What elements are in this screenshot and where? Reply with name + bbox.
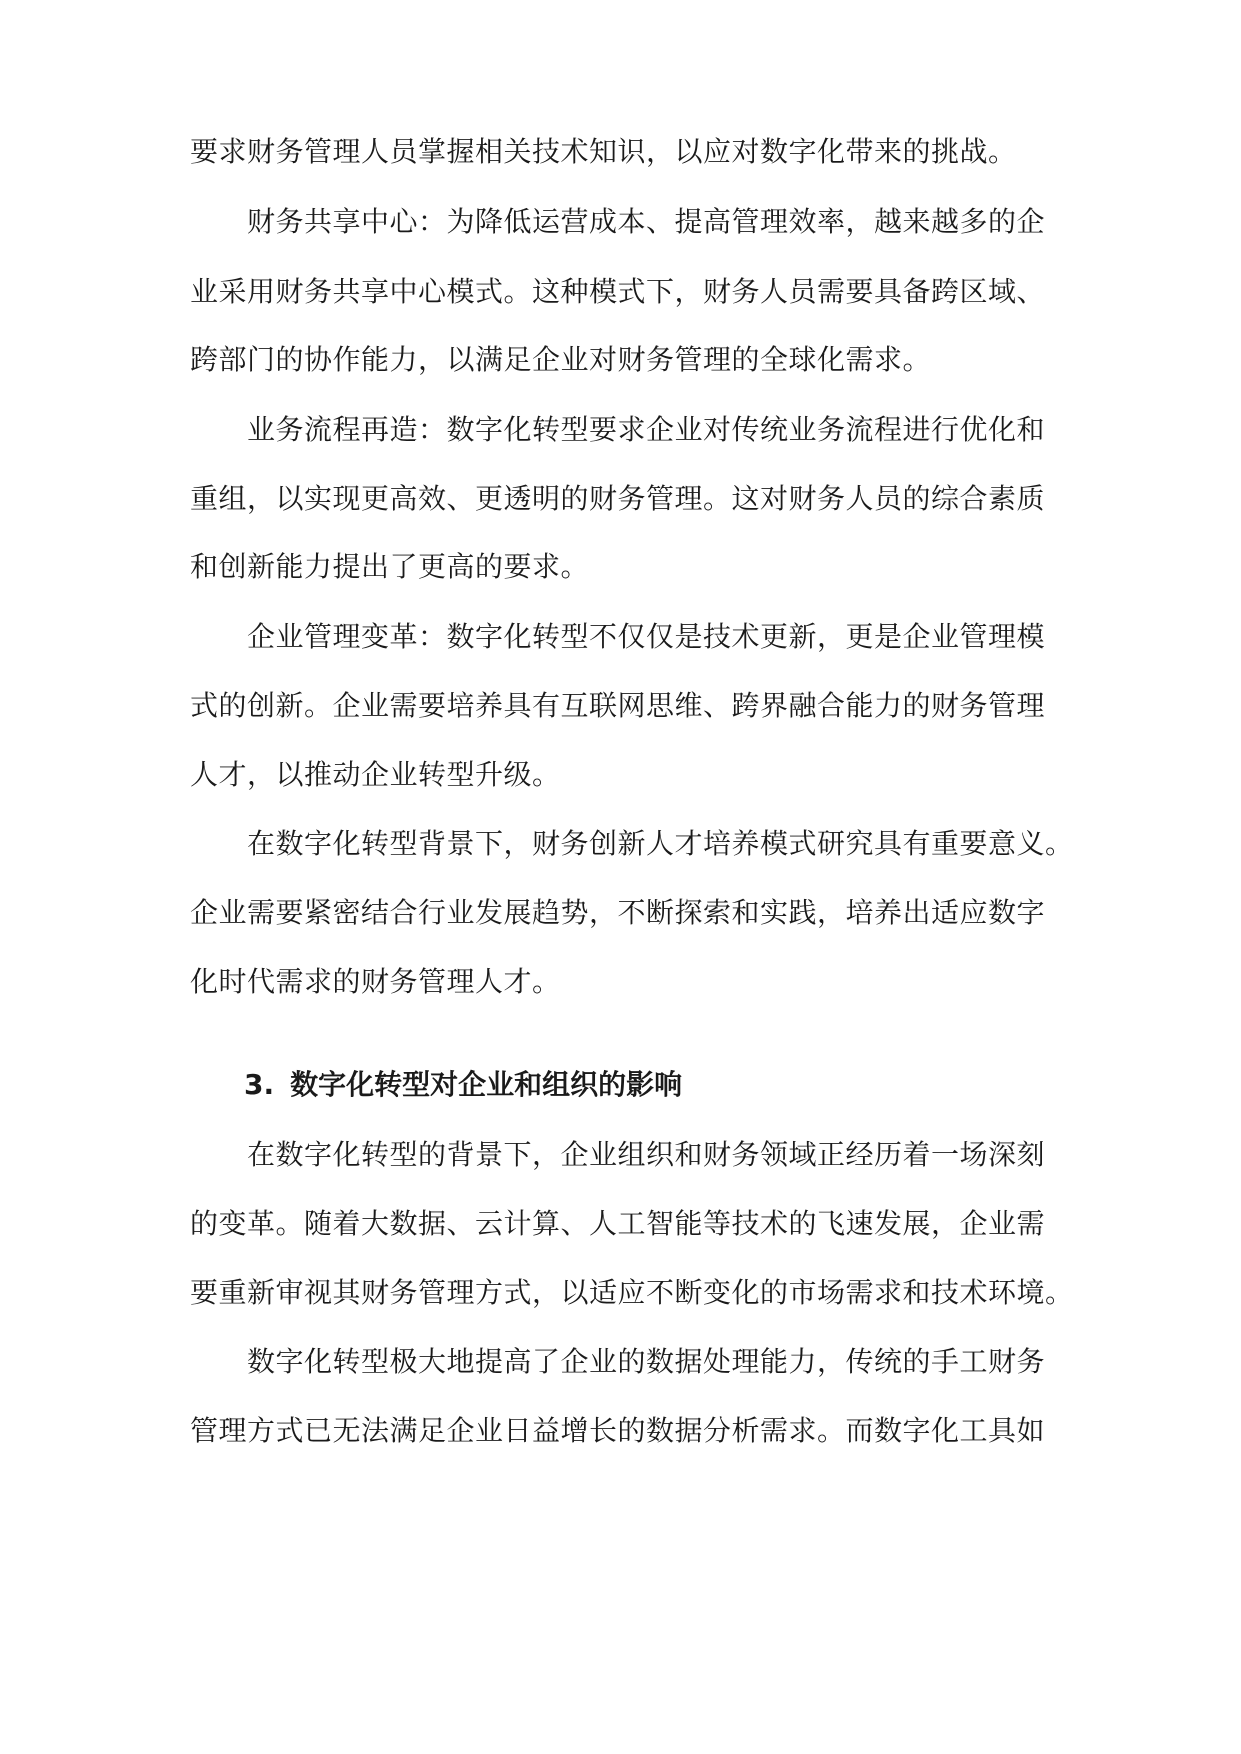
paragraph-4-line-1: 企业管理变革：数字化转型不仅仅是技术更新，更是企业管理模 bbox=[247, 620, 1046, 653]
paragraph-2-line-2: 业采用财务共享中心模式。这种模式下，财务人员需要具备跨区域、 bbox=[190, 275, 1046, 308]
section-paragraph-2-line-2: 管理方式已无法满足企业日益增长的数据分析需求。而数字化工具如 bbox=[190, 1414, 1046, 1447]
paragraph-5-line-2: 企业需要紧密结合行业发展趋势，不断探索和实践，培养出适应数字 bbox=[190, 896, 1046, 929]
paragraph-4-line-3: 人才，以推动企业转型升级。 bbox=[190, 758, 561, 791]
section-number: 3. bbox=[244, 1068, 275, 1101]
paragraph-1-line-1: 要求财务管理人员掌握相关技术知识，以应对数字化带来的挑战。 bbox=[190, 135, 1017, 168]
paragraph-3-line-3: 和创新能力提出了更高的要求。 bbox=[190, 550, 590, 583]
section-heading bbox=[244, 1067, 1070, 1103]
paragraph-2-line-1: 财务共享中心：为降低运营成本、提高管理效率，越来越多的企 bbox=[247, 205, 1046, 238]
section-title: 数字化转型对企业和组织的影响 bbox=[290, 1068, 683, 1101]
section-paragraph-1-line-3: 要重新审视其财务管理方式，以适应不断变化的市场需求和技术环境。 bbox=[190, 1276, 1074, 1309]
section-paragraph-1-line-2: 的变革。随着大数据、云计算、人工智能等技术的飞速发展，企业需 bbox=[190, 1207, 1046, 1240]
section-paragraph-2-line-1: 数字化转型极大地提高了企业的数据处理能力，传统的手工财务 bbox=[247, 1345, 1046, 1378]
paragraph-3-line-2: 重组，以实现更高效、更透明的财务管理。这对财务人员的综合素质 bbox=[190, 482, 1046, 515]
paragraph-3-line-1: 业务流程再造：数字化转型要求企业对传统业务流程进行优化和 bbox=[247, 413, 1046, 446]
section-paragraph-1-line-1: 在数字化转型的背景下，企业组织和财务领域正经历着一场深刻 bbox=[247, 1138, 1046, 1171]
paragraph-5-line-3: 化时代需求的财务管理人才。 bbox=[190, 965, 561, 998]
paragraph-5-line-1: 在数字化转型背景下，财务创新人才培养模式研究具有重要意义。 bbox=[247, 827, 1074, 860]
paragraph-4-line-2: 式的创新。企业需要培养具有互联网思维、跨界融合能力的财务管理 bbox=[190, 689, 1046, 722]
paragraph-2-line-3: 跨部门的协作能力，以满足企业对财务管理的全球化需求。 bbox=[190, 343, 932, 376]
